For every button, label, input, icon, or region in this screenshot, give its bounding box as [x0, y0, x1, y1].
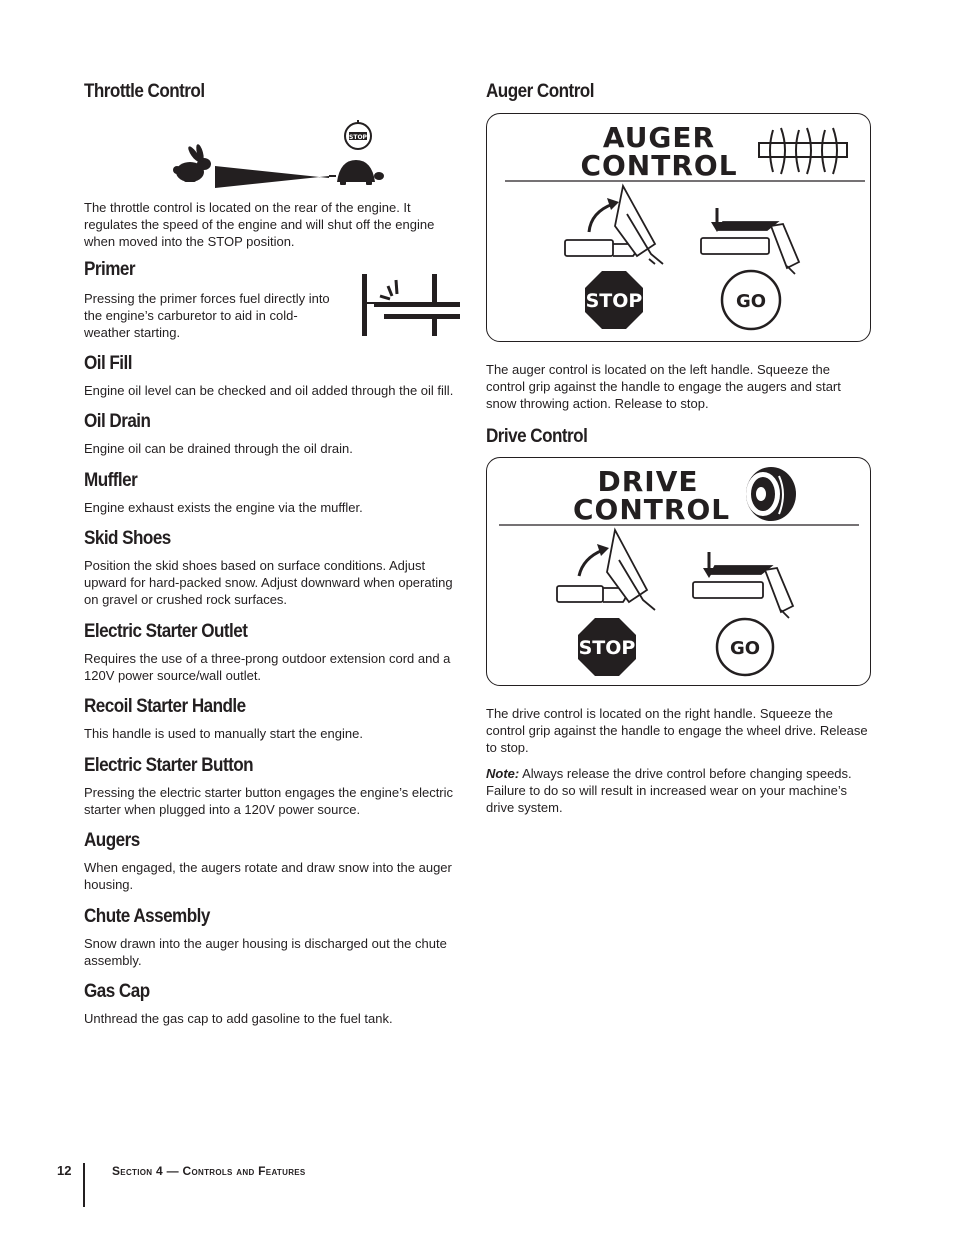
section-recoil-starter-handle: [84, 695, 466, 742]
rotate-arrow-icon: [579, 550, 603, 576]
drive-control-decal: [486, 457, 871, 686]
section-title: Gas Cap: [84, 981, 150, 1002]
footer-divider: [83, 1163, 85, 1207]
section-body: Position the skid shoes based on surface conditions. Adjust upward for hard-packed snow. Adjust downward when operating on gravel or crushed rock surfaces.: [84, 558, 453, 607]
section-title: Recoil Starter Handle: [84, 696, 246, 717]
note-label: Note:: [486, 766, 520, 781]
rotate-arrow-icon: [589, 204, 613, 232]
stop-icon: [345, 120, 371, 149]
section-title: Throttle Control: [84, 81, 205, 102]
drive-control-body: The drive control is located on the right handle. Squeeze the control grip against the handle to engage the wheel drive. Release to stop.: [486, 706, 868, 755]
go-circle-icon: [717, 619, 773, 675]
section-title: Electric Starter Button: [84, 755, 254, 776]
section-body: Requires the use of a three-prong outdoor extension cord and a 120V power source/wall outlet.: [84, 651, 451, 683]
section-chute-assembly: [84, 905, 466, 969]
section-electric-starter-button: [84, 754, 466, 818]
section-muffler: [84, 469, 466, 516]
throttle-wedge: [215, 166, 329, 188]
auger-control-body: The auger control is located on the left handle. Squeeze the control grip against the handle to engage the augers and start snow throwing action. Release to stop.: [486, 362, 841, 411]
section-body: This handle is used to manually start the engine.: [84, 726, 363, 741]
section-oil-fill: [84, 352, 466, 399]
auger-decal-line2: CONTROL: [580, 149, 738, 182]
section-title: Chute Assembly: [84, 906, 210, 927]
section-body: Pressing the electric starter button engages the engine’s electric starter when plugged into a 120V power source.: [84, 785, 454, 817]
section-primer: [84, 258, 466, 341]
section-body: Engine oil level can be checked and oil added through the oil fill.: [84, 383, 454, 398]
section-body: Engine oil can be drained through the oil drain.: [84, 441, 353, 456]
section-title: Primer: [84, 259, 135, 280]
auger-decal-line1: AUGER: [602, 121, 716, 154]
auger-go-label: GO: [735, 291, 767, 312]
section-body: Unthread the gas cap to add gasoline to the fuel tank.: [84, 1011, 393, 1026]
section-title: Augers: [84, 830, 140, 851]
section-electric-starter-outlet: [84, 620, 466, 684]
drive-go-label: GO: [729, 638, 761, 659]
section-oil-drain: [84, 410, 466, 457]
section-body: Engine exhaust exists the engine via the muffler.: [84, 500, 363, 515]
section-throttle-control: [84, 80, 466, 250]
section-body: Pressing the primer forces fuel directly into the engine’s carburetor to aid in cold-weather starting.: [84, 291, 330, 340]
rabbit-icon: [173, 144, 211, 182]
stop-sign-icon: [578, 618, 636, 676]
auger-spiral-icon: [759, 128, 847, 174]
handle-released-icon: [565, 186, 663, 264]
drive-decal-line1: DRIVE: [597, 465, 699, 498]
drive-decal-graphics: [487, 458, 870, 685]
go-circle-icon: [722, 271, 780, 329]
drive-decal-line2: CONTROL: [573, 493, 731, 526]
note-body: Always release the drive control before changing speeds. Failure to do so will result in increased wear on your machine’s drive system.: [486, 766, 852, 815]
handle-released-icon: [557, 530, 655, 610]
section-body: When engaged, the augers rotate and draw snow into the auger housing.: [84, 860, 452, 892]
auger-decal-graphics: [487, 114, 870, 341]
section-skid-shoes: [84, 527, 466, 608]
drive-stop-label: STOP: [578, 637, 636, 659]
stop-icon-label: STOP: [349, 134, 367, 141]
section-title: Skid Shoes: [84, 528, 171, 549]
throttle-symbol-figure: [84, 110, 466, 190]
drive-control-note: [486, 765, 872, 816]
footer-section-title: Section 4 — Controls and Features: [112, 1164, 306, 1178]
primer-icon: [360, 272, 464, 338]
section-body: The throttle control is located on the rear of the engine. It regulates the speed of the engine and will shut off the engine when moved into the STOP position.: [84, 200, 435, 249]
section-title: Oil Fill: [84, 353, 132, 374]
auger-control-title: Auger Control: [486, 81, 594, 102]
section-augers: [84, 829, 466, 893]
turtle-icon: [337, 160, 384, 185]
drive-control-title: Drive Control: [486, 426, 588, 447]
section-title: Electric Starter Outlet: [84, 621, 248, 642]
wheel-icon: [746, 467, 796, 521]
section-title: Muffler: [84, 470, 138, 491]
section-title: Oil Drain: [84, 411, 151, 432]
auger-stop-label: STOP: [585, 290, 643, 312]
section-body: Snow drawn into the auger housing is discharged out the chute assembly.: [84, 936, 447, 968]
section-gas-cap: [84, 980, 466, 1027]
page-number: 12: [57, 1163, 72, 1178]
auger-control-decal: [486, 113, 871, 342]
stop-sign-icon: [585, 271, 643, 329]
